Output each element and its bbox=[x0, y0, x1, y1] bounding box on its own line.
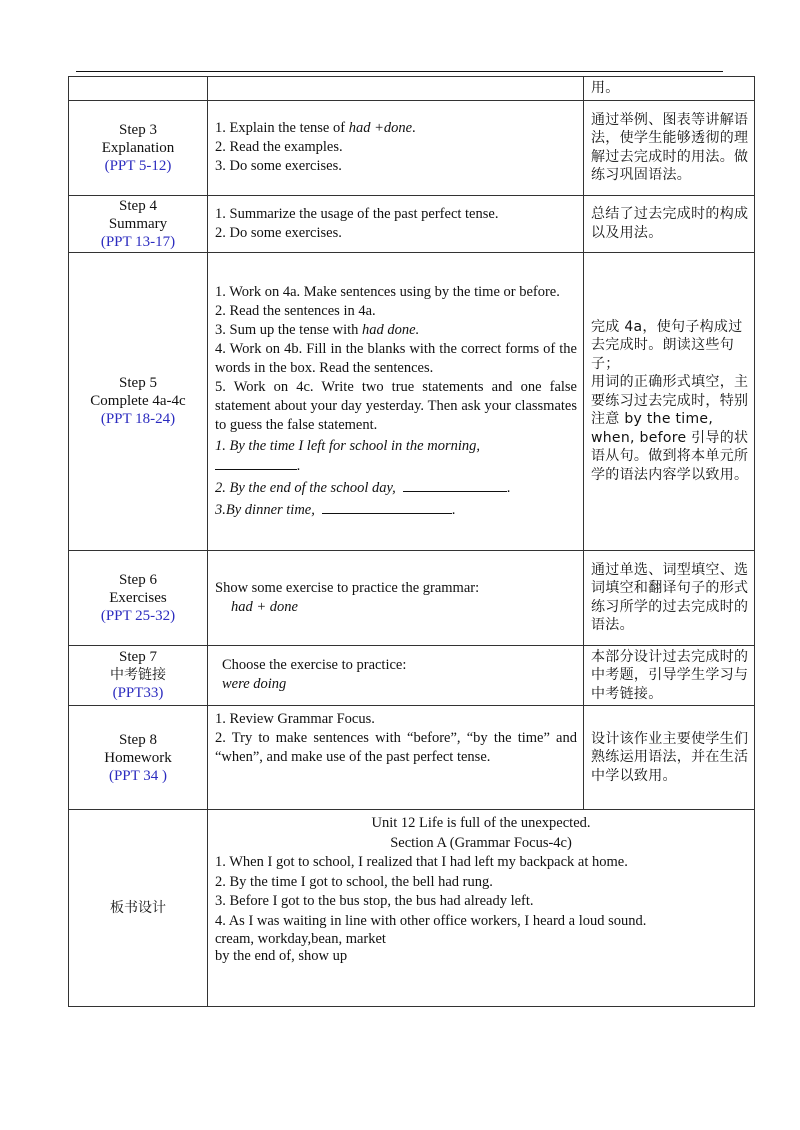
example-sentence: 1. By the time I left for school in the morning, . bbox=[215, 437, 480, 474]
activity-item: Choose the exercise to practice: bbox=[222, 657, 407, 674]
purpose-text: 用词的正确形式填空，主要练习过去完成时，特别注意 by the time, when, before 引导的状语从句。做到将本单元所学的语法内容学以致用。 bbox=[591, 374, 749, 483]
board-line: by the end of, show up bbox=[215, 948, 348, 964]
answer-blank bbox=[403, 478, 507, 492]
step-number: Step 4 bbox=[119, 197, 157, 214]
step-cell bbox=[69, 550, 208, 645]
activity-item: 2. Read the examples. bbox=[215, 139, 343, 155]
ppt-range: (PPT33) bbox=[112, 685, 164, 702]
answer-blank bbox=[215, 456, 297, 470]
ppt-range: (PPT 18-24) bbox=[100, 411, 176, 427]
purpose-cell bbox=[584, 100, 755, 195]
board-line: 3. Before I got to the bus stop, the bus had already left. bbox=[215, 893, 534, 909]
purpose-cell bbox=[584, 195, 755, 252]
step-cell bbox=[69, 100, 208, 195]
lesson-plan-table bbox=[68, 76, 755, 1007]
activity-item: 1. Work on 4a. Make sentences using by the time or before. bbox=[215, 283, 560, 300]
board-title: Unit 12 Life is full of the unexpected. bbox=[371, 815, 591, 831]
activity-text: 1. Explain the tense of bbox=[215, 120, 349, 136]
step-cell bbox=[69, 195, 208, 252]
board-label-cell bbox=[69, 810, 208, 1007]
activity-item: 4. Work on 4b. Fill in the blanks with the correct forms of the words in the box. Read the sentences. bbox=[215, 340, 577, 376]
table-row bbox=[69, 706, 755, 810]
activity-item: 1. Explain the tense of had +done. bbox=[215, 120, 416, 136]
ppt-range: (PPT 5-12) bbox=[104, 157, 172, 174]
ppt-range: (PPT 34 ) bbox=[108, 767, 168, 784]
table-row bbox=[69, 550, 755, 645]
step-number: Step 6 bbox=[119, 571, 157, 588]
step-number: Step 7 bbox=[119, 649, 157, 666]
ppt-range: (PPT 25-32) bbox=[100, 607, 176, 624]
board-content-cell bbox=[208, 810, 755, 1007]
activity-item: 2. Read the sentences in 4a. bbox=[215, 302, 376, 319]
activity-item: 1. Summarize the usage of the past perfect tense. bbox=[215, 205, 499, 222]
activity-cell bbox=[208, 645, 584, 706]
purpose-text: 完成 4a，使句子构成过去完成时。朗读这些句子； bbox=[591, 318, 743, 372]
board-line: 1. When I got to school, I realized that I had left my backpack at home. bbox=[215, 854, 628, 870]
activity-item: 5. Work on 4c. Write two true statements and one false statement about your day yesterday. Then ask your classmates to guess the false statement. bbox=[215, 378, 577, 433]
activity-item: Show some exercise to practice the grammar: bbox=[215, 579, 480, 596]
activity-item: 1. Review Grammar Focus. bbox=[215, 711, 375, 727]
step-name: Exercises bbox=[109, 589, 167, 606]
table-row bbox=[69, 810, 755, 1007]
activity-italic: were doing bbox=[222, 676, 287, 693]
table-row bbox=[69, 645, 755, 706]
step-name: Homework bbox=[104, 749, 172, 766]
activity-item: 2. Do some exercises. bbox=[215, 224, 342, 241]
purpose-text: 用。 bbox=[591, 80, 620, 96]
purpose-text: 总结了过去完成时的构成以及用法。 bbox=[591, 206, 749, 241]
header-rule bbox=[76, 71, 723, 72]
activity-cell bbox=[208, 706, 584, 810]
table-row bbox=[69, 100, 755, 195]
step-name: 中考链接 bbox=[110, 667, 166, 684]
activity-cell bbox=[208, 550, 584, 645]
activity-cell bbox=[208, 100, 584, 195]
activity-text: 3. Sum up the tense with bbox=[215, 321, 363, 338]
step-name: Summary bbox=[108, 215, 168, 232]
example-sentence: 3.By dinner time, . bbox=[215, 501, 456, 518]
step-number: Step 3 bbox=[119, 121, 157, 138]
step-cell bbox=[69, 706, 208, 810]
step-name: Explanation bbox=[101, 139, 175, 156]
purpose-text: 本部分设计过去完成时的中考题，引导学生学习与中考链接。 bbox=[591, 648, 749, 702]
step-cell bbox=[69, 645, 208, 706]
activity-item bbox=[215, 321, 577, 340]
board-line: 2. By the time I got to school, the bell had rung. bbox=[215, 873, 493, 890]
board-subtitle: Section A (Grammar Focus-4c) bbox=[390, 834, 572, 851]
purpose-cell bbox=[584, 645, 755, 706]
step-cell bbox=[69, 252, 208, 550]
table-row bbox=[69, 195, 755, 252]
purpose-cell bbox=[584, 706, 755, 810]
activity-cell bbox=[208, 77, 584, 101]
activity-italic: had + done bbox=[231, 598, 298, 615]
activity-item: 2. Try to make sentences with “before”, “by the time” and “when”, and make use of the past perfect tense. bbox=[215, 730, 577, 765]
ppt-range: (PPT 13-17) bbox=[100, 233, 176, 250]
purpose-cell bbox=[584, 550, 755, 645]
step-number: Step 5 bbox=[119, 375, 157, 391]
step-number: Step 8 bbox=[119, 731, 157, 748]
purpose-text: 通过单选、词型填空、选词填空和翻译句子的形式练习所学的过去完成时的语法。 bbox=[591, 561, 749, 633]
step-name: Complete 4a-4c bbox=[90, 393, 186, 409]
activity-cell bbox=[208, 195, 584, 252]
example-sentence: 2. By the end of the school day, . bbox=[215, 479, 511, 496]
board-line: 4. As I was waiting in line with other office workers, I heard a loud sound. bbox=[215, 912, 647, 929]
step-cell bbox=[69, 77, 208, 101]
activity-italic: had done. bbox=[362, 321, 420, 338]
purpose-text: 通过举例、图表等讲解语法，使学生能够透彻的理解过去完成时的用法。做练习巩固语法。 bbox=[591, 111, 749, 183]
table-row bbox=[69, 77, 755, 101]
example-text: 2. By the end of the school day, bbox=[215, 479, 396, 496]
purpose-text: 设计该作业主要使学生们熟练运用语法，并在生活中学以致用。 bbox=[591, 730, 749, 784]
purpose-cell bbox=[584, 77, 755, 101]
example-text: 1. By the time I left for school in the morning, bbox=[215, 437, 480, 454]
answer-blank bbox=[322, 500, 452, 514]
activity-italic: had +done bbox=[348, 120, 413, 136]
example-text: 3.By dinner time, bbox=[215, 501, 315, 518]
table-row bbox=[69, 252, 755, 550]
activity-item: 3. Do some exercises. bbox=[215, 158, 342, 174]
board-label: 板书设计 bbox=[110, 900, 166, 916]
board-line: cream, workday,bean, market bbox=[215, 931, 386, 947]
purpose-cell bbox=[584, 252, 755, 550]
activity-cell bbox=[208, 252, 584, 550]
